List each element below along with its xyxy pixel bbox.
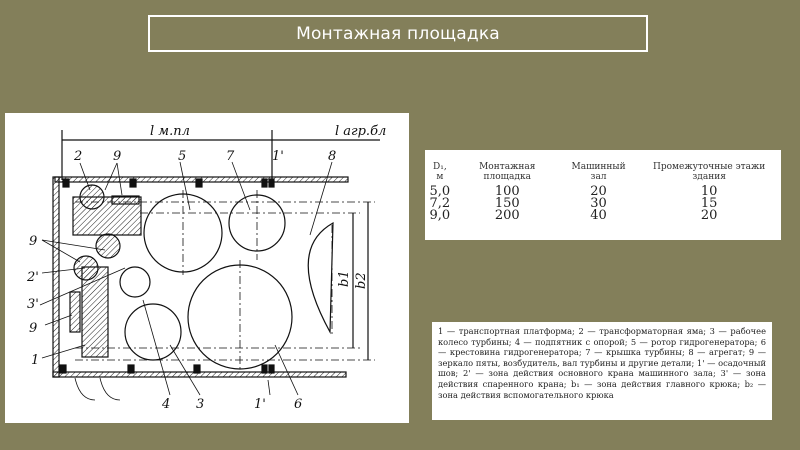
- cell: 9,0: [429, 208, 451, 223]
- title-box: [148, 15, 648, 52]
- figure-legend: 1 — транспортная платформа; 2 — трансформаторная яма; 3 — рабочее колесо турбины; 4 — подпятник с опорой; 5 — ротор гидрогенератора; 6 — крестовина гидрогенератора; 7 — крышка турбины; 8 — агрегат; 9 — зеркало пяты, возбудитель, вал турбины и другие детали; 1' — осадочный шов; 2' — зона действия основного крана машинного зала; 3' — зона действия спаренного крана; b₁ — зона действия главного крюка; b₂ — зона действия вспомогательного крюка: [432, 322, 772, 420]
- unit-crescent-8: [308, 223, 333, 332]
- item-9-block: [70, 292, 80, 332]
- table-row: [425, 210, 781, 222]
- label-1: 1: [31, 353, 40, 368]
- label-3-prime: 3': [27, 297, 39, 312]
- label-2-prime: 2': [27, 270, 39, 285]
- cell: 100: [494, 184, 520, 199]
- cell: 7,2: [429, 196, 451, 211]
- runner-circle-3: [125, 304, 181, 360]
- thrust-bearing-circle-4: [120, 267, 150, 297]
- cell: 30: [590, 196, 607, 211]
- dim-b1: b1: [337, 270, 352, 287]
- label-6: 6: [294, 397, 303, 412]
- dim-l-agr-bl: l агр.бл: [335, 124, 387, 139]
- col-header: D₁, м: [433, 162, 447, 182]
- cell: 20: [700, 208, 718, 223]
- col-header: Машинный зал: [571, 162, 626, 182]
- label-8: 8: [328, 149, 337, 164]
- label-2: 2: [74, 149, 83, 164]
- label-1-prime-top: 1': [272, 149, 284, 164]
- label-3: 3: [196, 397, 205, 412]
- hook-capacity-table: [425, 150, 781, 240]
- table-header-row: [425, 162, 781, 182]
- assembly-site-drawing: [5, 113, 409, 423]
- label-9-left: 9: [29, 234, 38, 249]
- drawing-svg: [5, 113, 409, 423]
- label-7: 7: [226, 149, 235, 164]
- left-wall: [53, 177, 59, 377]
- cell: 15: [700, 196, 718, 211]
- cell: 40: [590, 208, 607, 223]
- label-9: 9: [113, 149, 122, 164]
- label-4: 4: [162, 397, 171, 412]
- label-5: 5: [178, 149, 187, 164]
- dim-b2: b2: [354, 272, 369, 289]
- dim-l-m-pl: l м.пл: [150, 124, 190, 139]
- label-1-prime-bottom: 1': [254, 397, 266, 412]
- cell: 20: [590, 184, 607, 199]
- col-header: Монтажная площадка: [479, 162, 536, 182]
- slide-title: Монтажная площадка: [296, 23, 500, 44]
- cell: 200: [494, 208, 520, 223]
- cell: 10: [700, 184, 718, 199]
- col-header: Промежуточные этажи здания: [652, 162, 766, 182]
- label-9-bottom: 9: [29, 321, 38, 336]
- cell: 150: [494, 196, 520, 211]
- cell: 5,0: [429, 184, 451, 199]
